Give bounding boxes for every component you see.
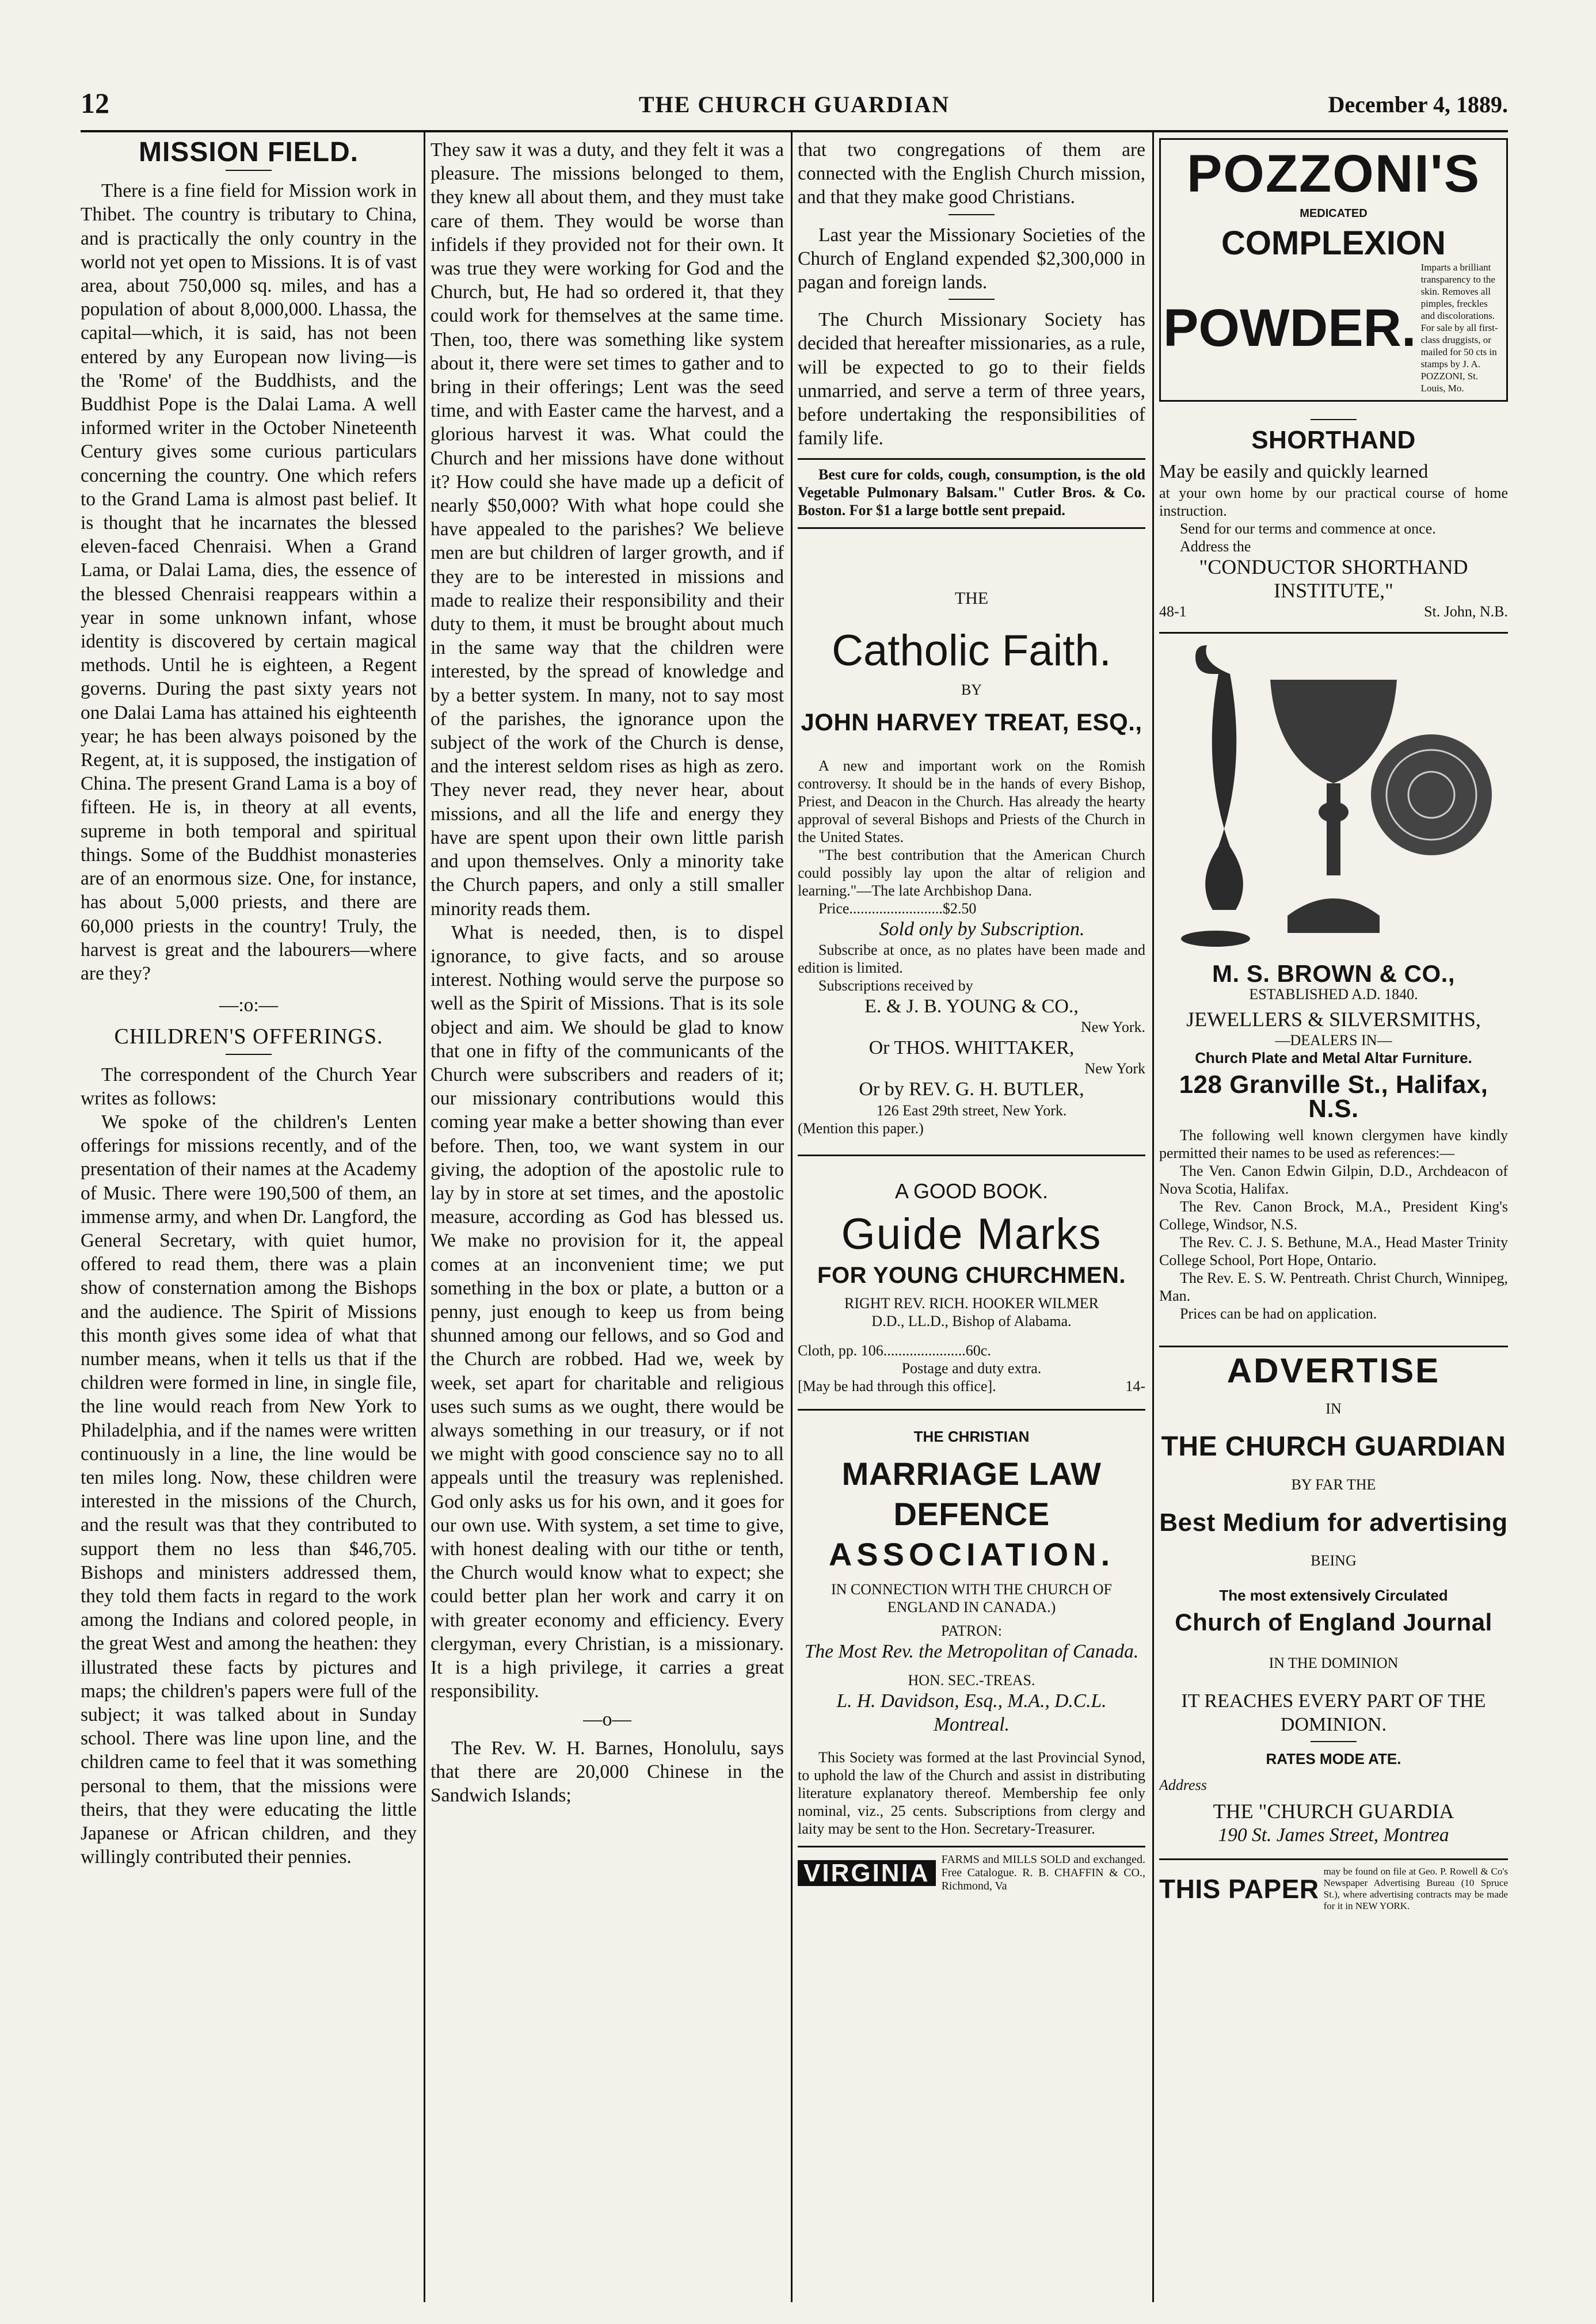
column-rule <box>791 132 793 2302</box>
ad-rule <box>798 1846 1145 1847</box>
divider <box>949 299 995 300</box>
catholic-faith-the: THE <box>954 589 989 608</box>
pozzoni-text: Imparts a brilliant transparency to the skin. Removes all pimples, freckles and discolorations. For sale by all first-class druggists, or mailed for 50 cts in stamps by J. A. POZZONI, St. Louis, Mo. <box>1420 262 1498 394</box>
advertise-best: Best Medium for advertising <box>1159 1508 1508 1537</box>
shorthand-location: 48-1 St. John, N.B. <box>1159 603 1508 620</box>
shorthand-line1: May be easily and quickly learned <box>1159 461 1429 483</box>
catholic-faith-subscribe: Subscribe at once, as no plates have been made and edition is limited. <box>798 942 1145 977</box>
this-paper-big: THIS PAPER <box>1159 1873 1319 1904</box>
page-number: 12 <box>81 87 109 119</box>
advertise-being: BEING <box>1311 1552 1357 1569</box>
sec-name: L. H. Davidson, Esq., M.A., D.C.L. Montreal. <box>836 1690 1107 1736</box>
ad-rule <box>798 1409 1145 1411</box>
column-3 <box>798 138 1145 2308</box>
pozzoni-complexion: COMPLEXION <box>1221 224 1446 262</box>
catholic-faith-title: Catholic Faith. <box>832 626 1111 675</box>
ad-rule <box>1159 632 1508 634</box>
patron-name: The Most Rev. the Metropolitan of Canada. <box>804 1641 1139 1663</box>
guide-marks-author-title: D.D., LL.D., Bishop of Alabama. <box>871 1313 1072 1330</box>
shorthand-line3: Send for our terms and commence at once. <box>1180 520 1436 537</box>
good-book-heading: A GOOD BOOK. <box>894 1179 1049 1203</box>
divider <box>226 170 272 171</box>
advertise-dominion: IN THE DOMINION <box>1269 1654 1399 1671</box>
agent-butler-address: 126 East 29th street, New York. <box>876 1102 1067 1119</box>
advertise-most: The most extensively Circulated <box>1219 1587 1448 1605</box>
advertise-by-far: BY FAR THE <box>1291 1476 1376 1494</box>
childrens-offerings-article: We spoke of the children's Lenten offerings for missions recently, and of the presentation of their names at the Academy of Music. There were 190,500 of them, an immense army, and when Dr. Langford, the General Secretary, with quiet humor, offered to read them, there was a plain show of consternation among the Bishops and the audience. The Spirit of Missions this month gives some idea of what that number means, when it tells us that if the children were formed in line, in single file, the line would reach from New York to Philadelphia, and if the names were written continuously in a line, the line would be ten miles long. Now, these children were interested in the missions of the Church, and the result was that they contributed to support them no less than $46,705. Bishops and ministers addressed them, they told them facts in regard to the work among the Indians and colored people, in the great West and among the heathen: they illustrated these facts by pictures and maps; the children's papers were full of the subject; it was talked about in Sunday school. There was line upon line, and the children came to feel that it was something personal to them, that the missions were theirs, that they were educating the little Japanese or African children, and they willingly contributed their pennies. <box>81 1111 417 1868</box>
brown-name: M. S. BROWN & CO., <box>1212 960 1455 988</box>
brown-plate: Church Plate and Metal Altar Furniture. <box>1195 1049 1472 1067</box>
cms-note: The Church Missionary Society has decided that hereafter missionaries, as a rule, will be expected to go to their fields unmarried, and serve a term of three years, before undertaking the responsibilities of family life. <box>798 309 1145 449</box>
ad-rule <box>798 527 1145 529</box>
column-2 <box>431 138 784 2308</box>
christian-label: THE CHRISTIAN <box>913 1428 1030 1446</box>
article-continued: They saw it was a duty, and they felt it was a pleasure. The missions belonged to them, they knew all about them, and they must take care of them. They would be worse than infidels if they provided not for their own. It was true they were working for God and the Church, but, He had so ordered it, that they could work for themselves at the same time. Then, too, there was something like system about it, there were set times to gather and to bring in their offerings; Lent was the seed time, and with Easter came the harvest, and a glorious harvest it was. What could the Church and her missions have done without it? How could she have made up a deficit of nearly $50,000? With what hope could she have appealed to the parishes? We believe men are but children of larger growth, and if they are to be interested in missions and made to realize their responsibility and their duty to them, it must be brought about much in the same way that the children were interested, by the spread of knowledge and by a better system. In many, not to say most of the parishes, the ignorance upon the subject of the work of the Church is dense, and the interest seldom rises as high as zero. They never read, they never hear, about missions, and all the life and energy they have are spent upon their own little parish and upon themselves. Only a minority take the Church papers, and only a still smaller minority reads them. <box>431 139 784 920</box>
divider <box>226 1054 272 1055</box>
pozzoni-medicated: MEDICATED <box>1300 207 1368 220</box>
pozzoni-ad <box>1159 138 1508 402</box>
catholic-faith-description: A new and important work on the Romish controversy. It should be in the hands of every Bishop, Priest, and Deacon in the Church. Has already the hearty approval of several Bishops and Priests of the Church in the United States. <box>798 757 1145 845</box>
guide-marks-subtitle: FOR YOUNG CHURCHMEN. <box>817 1262 1126 1288</box>
virginia-word: VIRGINIA <box>798 1860 936 1886</box>
brown-address: 128 Granville St., Halifax, N.S. <box>1179 1070 1488 1123</box>
agent-butler: Or by REV. G. H. BUTLER, <box>859 1079 1084 1100</box>
masthead <box>81 86 1508 127</box>
mention-paper: (Mention this paper.) <box>798 1119 924 1137</box>
marriage-title: MARRIAGE LAW DEFENCE <box>841 1456 1102 1533</box>
catholic-faith-by: BY <box>961 681 982 698</box>
ad-rule <box>798 1155 1145 1156</box>
divider <box>949 214 995 215</box>
column-1 <box>81 138 417 2308</box>
sec-label: HON. SEC.-TREAS. <box>908 1672 1035 1689</box>
agent-young-city: New York. <box>1081 1019 1145 1036</box>
virginia-ad <box>798 1853 1145 1893</box>
brown-ref-2: The Rev. Canon Brock, M.A., President King's College, Windsor, N.S. <box>1159 1198 1508 1233</box>
advertise-in: IN <box>1325 1400 1342 1418</box>
brown-ref-4: The Rev. E. S. W. Pentreath. Christ Church, Winnipeg, Man. <box>1159 1269 1508 1304</box>
marriage-connection: IN CONNECTION WITH THE CHURCH OF ENGLAND IN CANADA.) <box>831 1581 1112 1616</box>
marriage-society-text: This Society was formed at the last Provincial Synod, to uphold the law of the Church and assist in distributing literature explanatory thereof. Membership fee only nominal, viz., 25 cents. Subscriptions from clergy and laity may be sent to the Hon. Secretary-Treasurer. <box>798 1748 1145 1837</box>
balsam-ad: Best cure for colds, cough, consumption, is the old Vegetable Pulmonary Balsam." Cutler Bros. & Co. Boston. For $1 a large bottle sent prepaid. <box>798 466 1145 519</box>
chinese-note: that two congregations of them are connected with the English Church mission, and that they make good Christians. <box>798 139 1145 208</box>
catholic-faith-author: JOHN HARVEY TREAT, ESQ., <box>801 708 1142 736</box>
childrens-offerings-intro: The correspondent of the Church Year writes as follows: <box>81 1064 417 1109</box>
column-rule <box>1152 132 1154 2302</box>
catholic-faith-received: Subscriptions received by <box>818 977 973 995</box>
this-paper-ad <box>1159 1866 1508 1912</box>
mission-field-heading: MISSION FIELD. <box>138 138 359 167</box>
advertise-address-1: THE "CHURCH GUARDIA <box>1213 1800 1454 1823</box>
mission-field-article: There is a fine field for Mission work in Thibet. The country is tributary to China, and is practically the only country in the world not yet open to Missions. It is of vast area, about 750,000 sq. miles, and has a population of about 8,000,000. Lhassa, the capital—which, it is said, has not been entered by any European now living—is the 'Rome' of the Buddhists, and the Buddhist Pope is the Dalai Lama. A well informed writer in the October Nineteenth Century gives some curious particulars concerning the country. One which refers to the Grand Lama is almost past belief. It is thought that he incarnates the blessed eleven-faced Chenraisi. When a Grand Lama, or Dalai Lama, dies, the essence of the blessed Chenraisi reappears within a year in some unknown infant, whose identity is discovered by certain magical methods. Until he is eighteen, a Regent governs. During the past sixty years not one Dalai Lama has attained his eighteenth year; he has been always poisoned by the Regent, at, it is supposed, the instigation of China. The present Grand Lama is a boy of fifteen. He is, in theory at all events, supreme in both temporal and spiritual things. Some of the Buddhist monasteries are of an enormous size. One, for instance, has about 5,000 priests, and there are 60,000 priests in the country! Truly, the harvest is great and the labourers—where are they? <box>81 180 417 984</box>
ad-rule <box>798 458 1145 460</box>
brown-established: ESTABLISHED A.D. 1840. <box>1249 986 1418 1003</box>
virginia-text: FARMS and MILLS SOLD and exchanged. Free Catalogue. R. B. CHAFFIN & CO., Richmond, Va <box>941 1853 1145 1892</box>
brown-dealers: —DEALERS IN— <box>1275 1032 1392 1049</box>
advertise-rates: RATES MODE ATE. <box>1266 1750 1401 1768</box>
separator: —o— <box>583 1709 631 1731</box>
this-paper-text: may be found on file at Geo. P. Rowell & Co's Newspaper Advertising Bureau (10 Spruce St.), where advertising contracts may be made for it in NEW YORK. <box>1323 1866 1508 1912</box>
masthead-rule <box>81 130 1508 132</box>
ad-rule <box>1159 1858 1508 1860</box>
advertise-journal: Church of England Journal <box>1175 1609 1492 1636</box>
brown-prices: Prices can be had on application. <box>1180 1305 1377 1322</box>
agent-whittaker: Or THOS. WHITTAKER, <box>869 1037 1075 1059</box>
brown-following: The following well known clergymen have kindly permitted their names to be used as references:— <box>1159 1126 1508 1161</box>
shorthand-line2: at your own home by our practical course of home instruction. <box>1159 484 1508 519</box>
pozzoni-powder: POWDER. <box>1163 298 1416 357</box>
silverware-illustration <box>1172 639 1495 950</box>
childrens-offerings-heading: CHILDREN'S OFFERINGS. <box>114 1024 383 1049</box>
newspaper-title: THE CHURCH GUARDIAN <box>638 92 950 117</box>
shorthand-institute: "CONDUCTOR SHORTHAND INSTITUTE," <box>1199 555 1468 602</box>
honolulu-note: The Rev. W. H. Barnes, Honolulu, says that there are 20,000 Chinese in the Sandwich Islands; <box>431 1737 784 1807</box>
brown-trade: JEWELLERS & SILVERSMITHS, <box>1186 1008 1481 1031</box>
ad-rule <box>1159 1346 1508 1347</box>
shorthand-heading: SHORTHAND <box>1251 426 1416 455</box>
divider <box>1311 419 1357 420</box>
missionary-societies-note: Last year the Missionary Societies of the Church of England expended $2,300,000 in pagan and foreign lands. <box>798 224 1145 294</box>
advertise-paper: THE CHURCH GUARDIAN <box>1161 1431 1506 1462</box>
advertise-address-2: 190 St. James Street, Montrea <box>1218 1824 1449 1846</box>
catholic-faith-quote: "The best contribution that the American Church could possibly lay upon the altar of religion and learning."—The late Archbishop Dana. <box>798 846 1145 899</box>
guide-marks-postage: Postage and duty extra. <box>901 1360 1042 1377</box>
agent-young: E. & J. B. YOUNG & CO., <box>864 996 1079 1018</box>
shorthand-address: Address the <box>1180 538 1251 555</box>
column-4 <box>1159 138 1508 2308</box>
advertise-address-label: Address <box>1159 1777 1207 1794</box>
separator: —:o:— <box>219 995 279 1016</box>
guide-marks-price: Cloth, pp. 106......................60c. <box>798 1342 991 1359</box>
guide-marks-title: Guide Marks <box>841 1209 1102 1259</box>
issue-date: December 4, 1889. <box>1328 92 1508 117</box>
advertise-heading: ADVERTISE <box>1226 1351 1441 1390</box>
brown-ref-1: The Ven. Canon Edwin Gilpin, D.D., Archdeacon of Nova Scotia, Halifax. <box>1159 1162 1508 1197</box>
agent-whittaker-city: New York <box>1084 1060 1145 1077</box>
divider <box>1311 1741 1357 1742</box>
brown-ref-3: The Rev. C. J. S. Bethune, M.A., Head Master Trinity College School, Port Hope, Ontario. <box>1159 1233 1508 1268</box>
guide-marks-author: RIGHT REV. RICH. HOOKER WILMER <box>844 1295 1099 1312</box>
patron-label: PATRON: <box>941 1622 1002 1640</box>
pozzoni-brand: POZZONI'S <box>1186 144 1481 203</box>
column-rule <box>424 132 425 2302</box>
catholic-faith-price: Price.........................$2.50 <box>818 900 977 917</box>
guide-marks-availability: [May be had through this office]. 14- <box>798 1378 1145 1395</box>
association-title: ASSOCIATION. <box>828 1536 1115 1573</box>
catholic-faith-sold: Sold only by Subscription. <box>879 918 1085 940</box>
advertise-reaches: IT REACHES EVERY PART OF THE DOMINION. <box>1181 1690 1486 1735</box>
article-paragraph: What is needed, then, is to dispel ignorance, to give facts, and so arouse interest. Nothing would serve the purpose so well as the Spirit of Missions. That is its sole object and aim. We should be glad to know that one in fifty of the communicants of the Church were subscribers and readers of it; our missionary contributions would this coming year make a better showing than ever before. Then, too, we want system in our giving, the adoption of the apostolic rule to lay by in store at set times, and the apostolic measure, according as God has blessed us. We make no provision for it, the appeal comes at an inconvenient time; we put something in the box or plate, a button or a penny, just enough to keep us from being shunned among our fellows, and so God and the Church are robbed. Had we, week by week, set apart for charitable and religious uses such sums as we ought, there would be always something in our treasury, or if not we might with good conscience say no to all appeals until the treasury was replenished. God only asks us for his own, and it goes for our own use. With system, a set time to give, with honest dealing with our tithe or tenth, the Church would know what to expect; she could better plan her work and carry it on with greater economy and efficiency. Every clergyman, every Christian, is a missionary. It is a high privilege, it carries a great responsibility. <box>431 921 784 1702</box>
